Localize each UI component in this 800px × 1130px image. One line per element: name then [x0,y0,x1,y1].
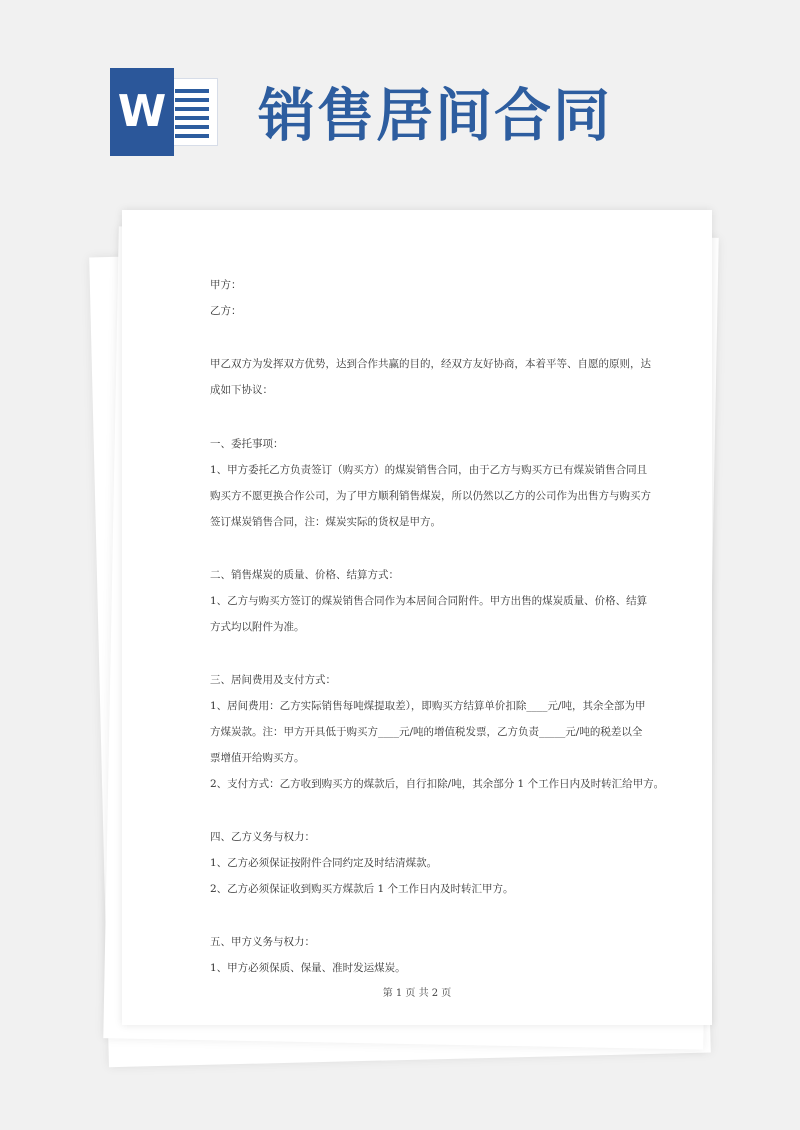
section-text: 1、乙方必须保证按附件合同约定及时结清煤款。 [210,857,438,869]
section-text: 票增值开给购买方。 [210,752,305,764]
section-heading: 四、乙方义务与权力： [210,831,315,843]
section-text: 1、甲方必须保质、保量、准时发运煤炭。 [210,962,406,974]
page-footer: 第 1 页 共 2 页 [382,988,452,999]
header [0,0,800,200]
section-text: 2、乙方必须保证收到购买方煤款后 1 个工作日内及时转汇甲方。 [210,883,514,895]
section-heading: 一、委托事项： [210,438,284,450]
document-page [122,210,712,1025]
section-text: 签订煤炭销售合同，注：煤炭实际的货权是甲方。 [210,516,441,528]
section-heading: 二、销售煤炭的质量、价格、结算方式： [210,569,399,581]
section-text: 1、居间费用：乙方实际销售每吨煤提取差），即购买方结算单价扣除____元/吨，其余全部为甲 [210,700,646,712]
party-b-label: 乙方： [210,305,242,317]
section-text: 方煤炭款。注：甲方开具低于购买方____元/吨的增值税发票，乙方负责_____元/吨的税差以全 [210,726,643,738]
section-text: 购买方不愿更换合作公司，为了甲方顺利销售煤炭，所以仍然以乙方的公司作为出售方与购买方 [210,490,651,502]
section-text: 方式均以附件为准。 [210,621,305,633]
word-logo-letter: W [110,68,174,156]
section-heading: 五、甲方义务与权力： [210,936,315,948]
section-text: 1、乙方与购买方签订的煤炭销售合同作为本居间合同附件。甲方出售的煤炭质量、价格、结算 [210,595,648,607]
intro-line: 甲乙双方为发挥双方优势，达到合作共赢的目的，经双方友好协商，本着平等、自愿的原则，达 [210,358,651,370]
section-text: 1、甲方委托乙方负责签订（购买方）的煤炭销售合同，由于乙方与购买方已有煤炭销售合同且 [210,464,648,476]
section-heading: 三、居间费用及支付方式： [210,674,336,686]
party-a-label: 甲方： [210,279,242,291]
intro-line: 成如下协议： [210,384,273,396]
page-title: 销售居间合同 [258,82,612,149]
section-text: 2、支付方式：乙方收到购买方的煤款后，自行扣除/吨，其余部分 1 个工作日内及时转汇给甲方。 [210,778,665,790]
document-body [210,272,665,981]
word-document-icon [110,68,218,156]
